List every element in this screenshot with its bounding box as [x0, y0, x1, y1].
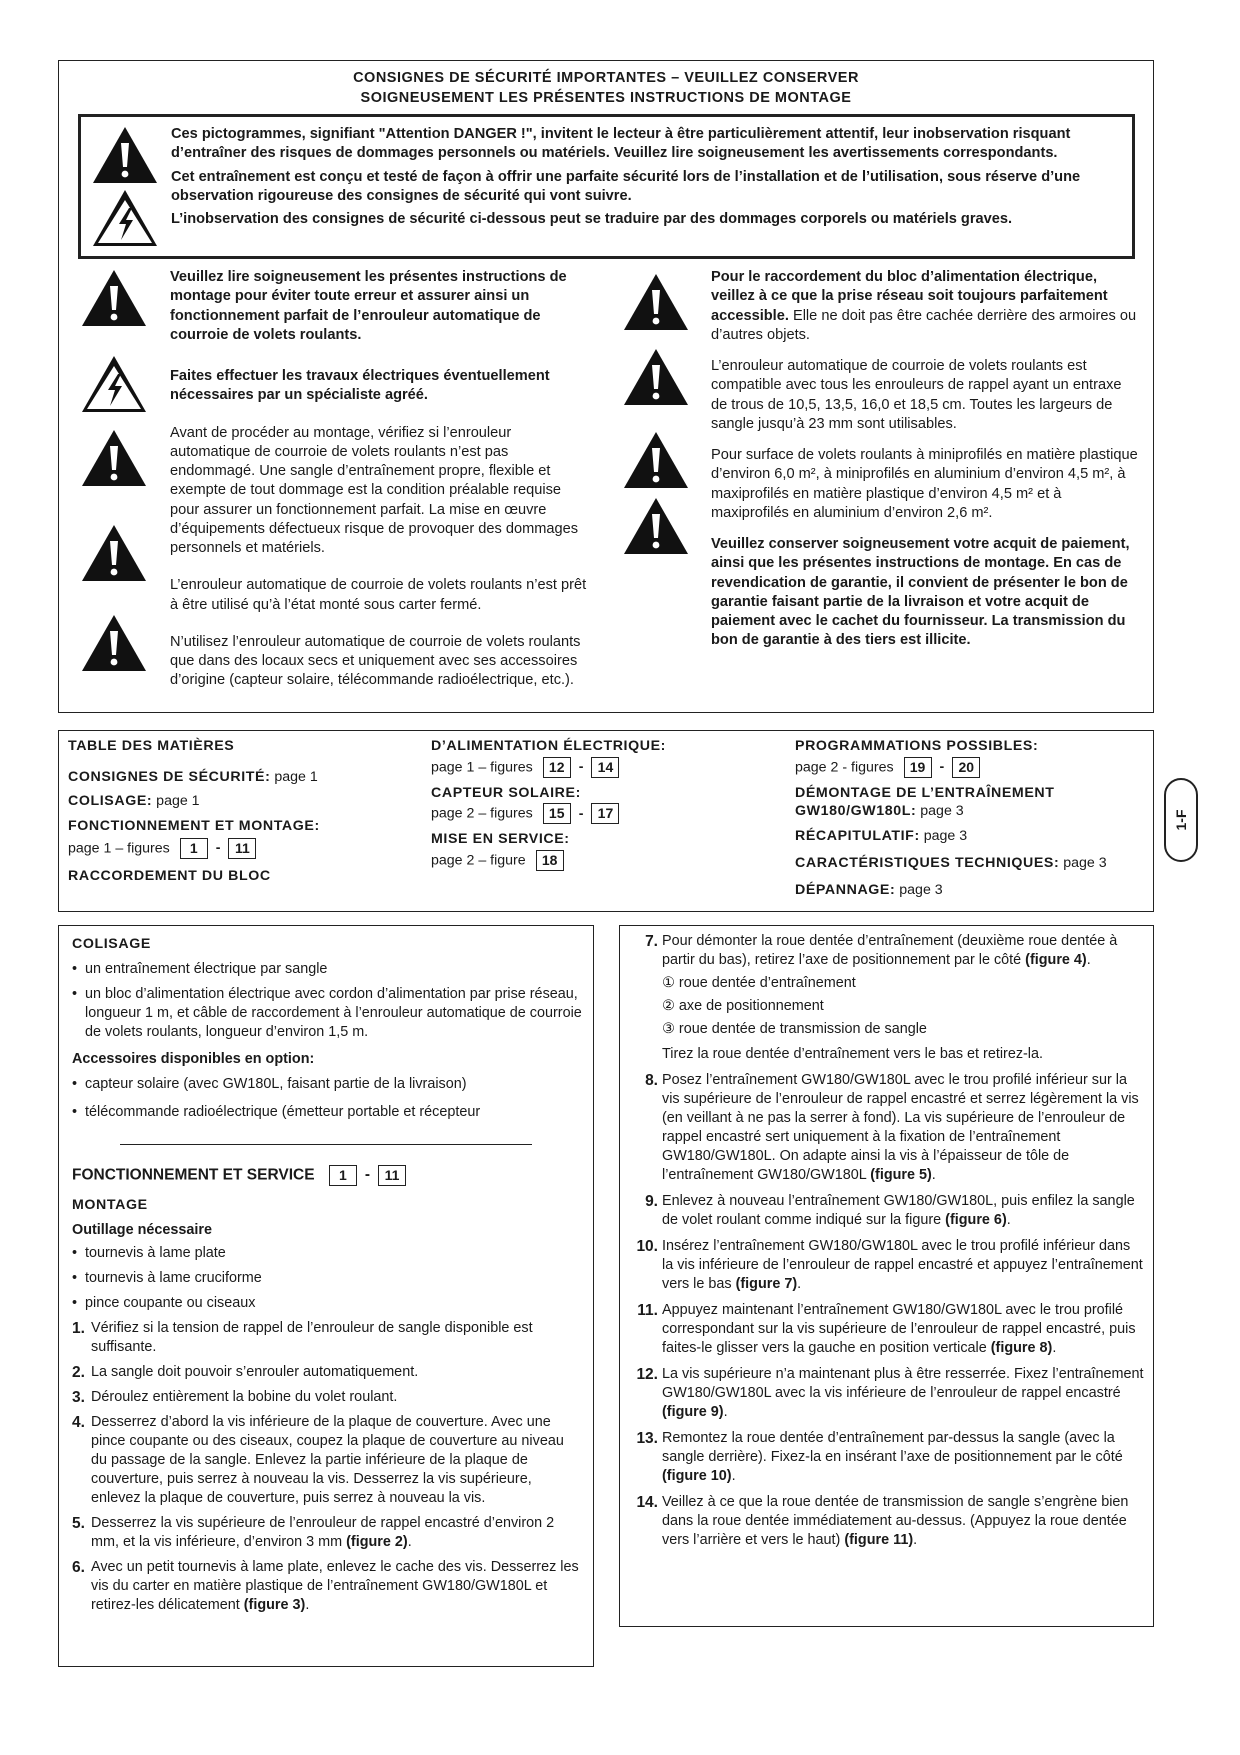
figure-ref: 12: [543, 757, 571, 778]
step-item: 13. Remontez la roue dentée d’entraînement par-dessus la sangle (avec la sangle derrière). Fixez-la en insérant l’axe de positionnement par le côté (figure 10).: [636, 1430, 1123, 1485]
figure-ref: 18: [536, 850, 564, 871]
colisage-content: COLISAGE • un entraînement électrique par sangle • un bloc d’alimentation électrique avec cordon d’alimentation par prise réseau, longueur 1 m, et câble de raccordement à l’enrouleur automatique de courroie de volets roulants, longueur d’environ 1,5 m. Accessoires disponibles en option: • capteur solaire (avec GW180L, faisant partie de la livraison) • télécommande radioélectrique (émetteur portable et récepteur FONCTIONNEMENT ET SERVICE 1 - 11 MONTAGE Outillage nécessaire • tournevis à lame plate • tournevis à lame cruciforme • pince coupante ou ciseaux 1. Vérifiez si la tension de rappel de l’enrouleur de sangle disponible est suffisante. 2. La sangle doit pouvoir s’enrouler automatiquement. 3. Déroulez entièrement la bobine du volet roulant. 4. Desserrez d’abord la vis inférieure de la plaque de couverture. Avec une pince coupante ou des ciseaux, coupez la plaque de couverture au niveau du passage de la sangle. Enlevez la partie inférieure de la plaque de couverture, puis serrez à nouveau la vis. Desserrez la vis supérieure, enlevez la plaque de couverture, puis serrez à nouveau la vis. 5. Desserrez la vis supérieure de l’enrouleur de rappel encastré d’environ 2 mm, et la vis inférieure, d’environ 3 mm (figure 2). 6. Avec un petit tournevis à lame plate, enlevez le cache des vis. Desserrez les vis du carter en matière plastique de l’entraînement GW180/GW180L et retirez-les délicatement (figure 3).: [72, 935, 582, 1621]
list-item: • télécommande radioélectrique (émetteur portable et récepteur: [72, 1103, 582, 1122]
toc-column-3: PROGRAMMATIONS POSSIBLES: page 2 - figures 19 - 20 DÉMONTAGE DE L’ENTRAÎNEMENT GW180/GW180L: page 3 RÉCAPITULATIF: page 3 CARACTÉRISTIQUES TECHNIQUES: page 3 DÉPANNAGE: page 3: [795, 738, 1107, 898]
step-item: 2. La sangle doit pouvoir s’enrouler automatiquement.: [72, 1363, 419, 1381]
figure-ref: 17: [591, 803, 619, 824]
intro-text: Ces pictogrammes, signifiant "Attention DANGER !", invitent le lecteur à être particulièrement attentif, leur inobservation risquant d’entraîner des risques de dommages personnels ou matériels. Veuillez lire soigneusement les avertissements correspondants. Cet entraînement est conçu et testé de façon à offrir une parfaite sécurité lors de l’installation et de l’utilisation, sous réserve d’une observation rigoureuse des consignes de sécurité qui vont suivre. L’inobservation des consignes de sécurité ci-dessous peut se traduire par des dommages corporels ou matériels graves.: [171, 126, 1081, 227]
danger-warning-icon: [80, 613, 148, 673]
step-item: 1. Vérifiez si la tension de rappel de l’enrouleur de sangle disponible est suffisante.: [72, 1319, 533, 1355]
step-item: 3. Déroulez entièrement la bobine du volet roulant.: [72, 1388, 398, 1406]
danger-warning-icon: [80, 523, 148, 583]
figure-ref: 11: [228, 838, 256, 859]
electric-hazard-icon: [80, 354, 148, 414]
safety-right-column: Pour le raccordement du bloc d’alimentation électrique, veillez à ce que la prise réseau soit toujours parfaitement accessible. Elle ne doit pas être cachée derrière des armoires ou d’autres objets. L’enrouleur automatique de courroie de volets roulants est compatible avec tous les enrouleurs de rappel ayant un entraxe de trous de 10,5, 13,5, 16,0 et 18,5 cm. Toutes les largeurs de sangle jusqu’à 23 mm sont utilisables. Pour surface de volets roulants à miniprofilés en matière plastique d’environ 6,0 m², à miniprofilés en aluminium d’environ 4,5 m², à maxiprofilés en matière plastique d’environ 4,5 m² et à maxiprofilés en aluminium d’environ 2,6 m². Veuillez conserver soigneusement votre acquit de paiement, ainsi que les présentes instructions de montage. En cas de revendication de garantie, il convient de présenter le bon de garantie faisant partie de la livraison et votre acquit de paiement avec le cachet du fournisseur. La transmission du bon de garantie à des tiers est illicite.: [711, 268, 1141, 651]
figure-ref: 20: [952, 757, 980, 778]
toc-column-2: D’ALIMENTATION ÉLECTRIQUE: page 1 – figures 12 - 14 CAPTEUR SOLAIRE: page 2 – figures 15 - 17 MISE EN SERVICE: page 2 – figure 18: [431, 737, 781, 877]
step-item: 9. Enlevez à nouveau l’entraînement GW180/GW180L, puis enfilez la sangle de volet roulant comme indiqué sur la figure (figure 6).: [645, 1193, 1135, 1229]
list-item: • tournevis à lame cruciforme: [72, 1269, 582, 1288]
danger-warning-icon: [91, 125, 159, 185]
power-supply-paragraph: Pour le raccordement du bloc d’alimentation électrique, veillez à ce que la prise réseau soit toujours parfaitement accessible. Elle ne doit pas être cachée derrière des armoires ou d’autres objets.: [711, 269, 1137, 343]
danger-warning-icon: [80, 268, 148, 328]
figure-ref: 1: [329, 1165, 357, 1186]
section-divider: [120, 1144, 532, 1145]
step-item: 7. Pour démonter la roue dentée d’entraînement (deuxième roue dentée à partir du bas), retirez l’axe de positionnement par le côté (figure 4). ① roue dentée d’entraînement ② axe de positionnement ③ roue dentée de transmission de sangle Tirez la roue dentée d’entraînement vers le bas et retirez-la.: [645, 933, 1118, 1063]
danger-warning-icon: [80, 428, 148, 488]
step-item: 8. Posez l’entraînement GW180/GW180L avec le trou profilé inférieur sur la vis supérieure de l’enrouleur de rappel encastré et serrez légèrement la vis (en veillant à ne pas la serrer à fond). La vis supérieure de l’enrouleur de rappel encastré sert uniquement à la fixation de l’entraînement GW180/GW180L. On adapte ainsi la vis à l’épaisseur de tôle de l’entraînement GW180/GW180L (figure 5).: [645, 1072, 1139, 1184]
step-item: 4. Desserrez d’abord la vis inférieure de la plaque de couverture. Avec une pince coupante ou des ciseaux, coupez la plaque de couverture au niveau du passage de la sangle. Enlevez la partie inférieure de la plaque de couverture, puis serrez à nouveau la vis. Desserrez la vis supérieure, enlevez la plaque de couverture, puis serrez à nouveau la vis.: [72, 1413, 564, 1506]
figure-ref: 19: [904, 757, 932, 778]
danger-warning-icon: [622, 430, 690, 490]
step-item: 14. Veillez à ce que la roue dentée de transmission de sangle s’engrène bien dans la roue dentée immédiatement au-dessus. (Appuyez la roue dentée vers l’arrière et vers le haut) (figure 11).: [636, 1494, 1129, 1549]
step-item: 12. La vis supérieure n’a maintenant plus à être resserrée. Fixez l’entraînement GW180/GW180L avec la vis inférieure de l’enrouleur de rappel encastré (figure 9).: [636, 1366, 1144, 1421]
danger-warning-icon: [622, 272, 690, 332]
toc-column-1: TABLE DES MATIÈRES CONSIGNES DE SÉCURITÉ: page 1 COLISAGE: page 1 FONCTIONNEMENT ET MONTAGE: page 1 – figures 1 - 11 RACCORDEMENT DU BLOC: [68, 738, 320, 884]
list-item: • capteur solaire (avec GW180L, faisant partie de la livraison): [72, 1075, 582, 1094]
list-item: • tournevis à lame plate: [72, 1244, 582, 1263]
step-item: 6. Avec un petit tournevis à lame plate, enlevez le cache des vis. Desserrez les vis du carter en matière plastique de l’entraînement GW180/GW180L et retirez-les délicatement (figure 3).: [72, 1558, 579, 1613]
figure-ref: 1: [180, 838, 208, 859]
fonctionnement-heading: FONCTIONNEMENT ET SERVICE 1 - 11: [72, 1165, 582, 1186]
step-item: 5. Desserrez la vis supérieure de l’enrouleur de rappel encastré d’environ 2 mm, et la vis inférieure, d’environ 3 mm (figure 2).: [72, 1514, 555, 1550]
page-tab: 1-F: [1164, 778, 1198, 862]
danger-warning-icon: [622, 496, 690, 556]
list-item: • un entraînement électrique par sangle: [72, 960, 582, 979]
list-item: • pince coupante ou ciseaux: [72, 1294, 582, 1313]
step-item: 10. Insérez l’entraînement GW180/GW180L avec le trou profilé inférieur dans la vis inférieure de l’enrouleur de rappel encastré et appuyez l’entraînement vers le bas (figure 7).: [636, 1238, 1143, 1293]
step-item: 11. Appuyez maintenant l’entraînement GW180/GW180L avec le trou profilé correspondant sur la vis supérieure de l’enrouleur de rappel encastré, puis faites-le glisser vers la gauche en position verticale (figure 8).: [637, 1302, 1136, 1357]
figure-ref: 15: [543, 803, 571, 824]
steps-content: [632, 932, 1144, 1557]
figure-ref: 11: [378, 1165, 406, 1186]
electric-hazard-icon: [91, 188, 159, 248]
safety-left-column: Veuillez lire soigneusement les présentes instructions de montage pour éviter toute erreur et assurer ainsi un fonctionnement parfait de l’enrouleur automatique de courroie de volets roulants. Faites effectuer les travaux électriques éventuellement nécessaires par un spécialiste agréé. Avant de procéder au montage, vérifiez si l’enrouleur automatique de courroie de volets roulants n’est pas endommagé. Une sangle d’entraînement propre, flexible et exempte de tout dommage est la condition préalable requise pour assurer un fonctionnement parfait. La mise en œuvre d’équipements défectueux risque de provoquer des dommages personnels et matériels. L’enrouleur automatique de courroie de volets roulants n’est prêt à être utilisé qu’à l’état monté sous carter fermé. N’utilisez l’enrouleur automatique de courroie de volets roulants que dans des locaux secs et uniquement avec ses accessoires d’origine (capteur solaire, télécommande radioélectrique, etc.).: [170, 269, 587, 689]
list-item: • un bloc d’alimentation électrique avec cordon d’alimentation par prise réseau, longueur 1 m, et câble de raccordement à l’enrouleur automatique de courroie de volets roulants, longueur d’environ 1,5 m.: [72, 985, 582, 1042]
safety-title: CONSIGNES DE SÉCURITÉ IMPORTANTES – VEUILLEZ CONSERVER SOIGNEUSEMENT LES PRÉSENTES INSTRUCTIONS DE MONTAGE: [353, 70, 859, 107]
danger-warning-icon: [622, 347, 690, 407]
figure-ref: 14: [591, 757, 619, 778]
